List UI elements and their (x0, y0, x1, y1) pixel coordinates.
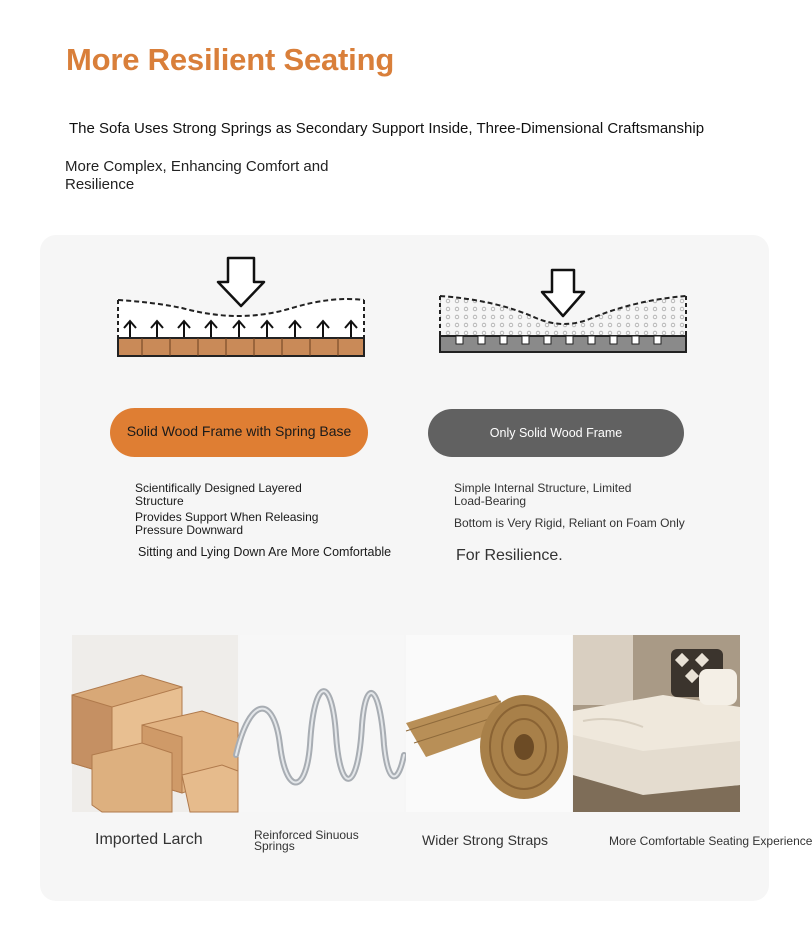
sinuous-spring-image (240, 635, 404, 812)
caption-sinuous-springs: Reinforced Sinuous Springs (254, 828, 359, 853)
larch-wood-image (72, 635, 238, 812)
sofa-image (573, 635, 740, 812)
caption-comfortable-seating: More Comfortable Seating Experience (609, 834, 812, 848)
right-point-3: For Resilience. (456, 547, 563, 564)
subtitle-line-1: The Sofa Uses Strong Springs as Secondary Support Inside, Three-Dimensional Craftsmanship (69, 120, 705, 137)
page-title: More Resilient Seating (66, 42, 395, 77)
wood-frame-diagram (436, 266, 692, 358)
subtitle-line-2: More Complex, Enhancing Comfort and Resilience (65, 158, 329, 193)
caption-strong-straps: Wider Strong Straps (422, 832, 549, 848)
wood-frame-label: Only Solid Wood Frame (489, 426, 623, 440)
left-point-1: Scientifically Designed Layered Structure (135, 481, 302, 508)
caption-imported-larch: Imported Larch (95, 831, 203, 848)
spring-base-diagram (112, 252, 370, 362)
wood-frame-label-pill (428, 409, 684, 457)
spring-base-label-pill (110, 408, 368, 457)
strap-roll-image (406, 635, 572, 812)
left-point-2: Provides Support When Releasing Pressure Downward (135, 510, 319, 537)
left-point-3: Sitting and Lying Down Are More Comfortable (138, 545, 392, 559)
spring-base-label: Solid Wood Frame with Spring Base (126, 423, 352, 439)
right-point-2: Bottom is Very Rigid, Reliant on Foam Only (454, 516, 685, 530)
right-point-1: Simple Internal Structure, Limited Load-Bearing (454, 481, 632, 508)
